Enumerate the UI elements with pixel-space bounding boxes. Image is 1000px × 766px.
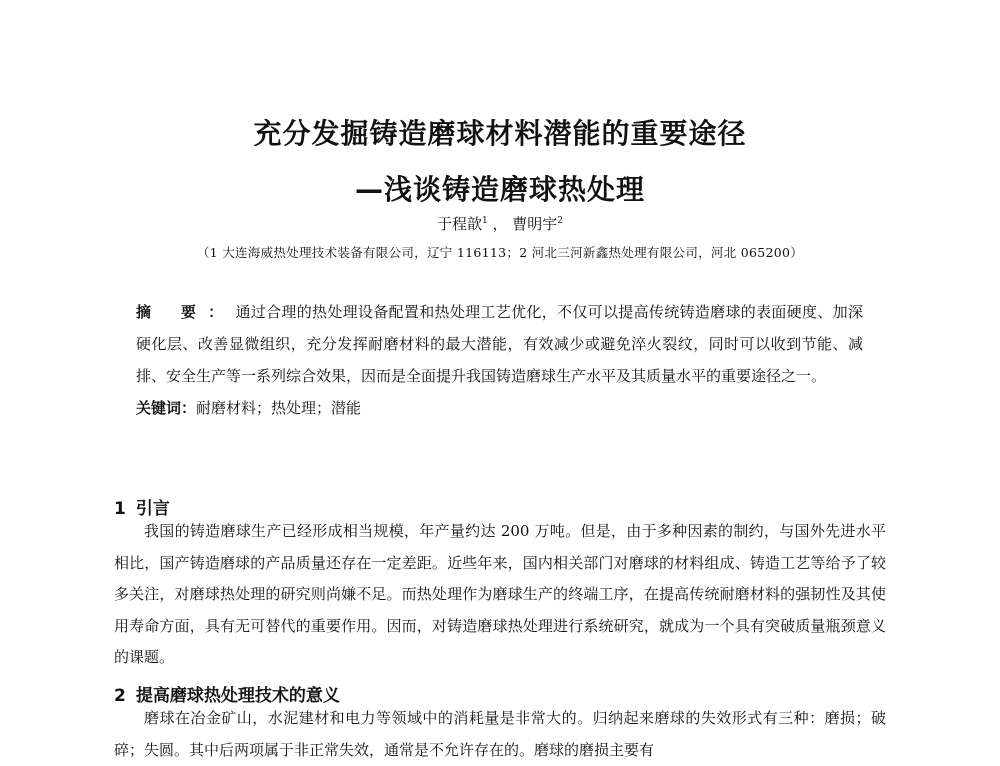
section-number: 1: [114, 499, 126, 519]
abstract-block: [136, 296, 863, 424]
author-line: [0, 213, 1000, 234]
section-number: 2: [114, 686, 126, 706]
keywords-label: 关键词：: [136, 399, 197, 417]
affiliations: （1 大连海威热处理技术装备有限公司，辽宁 116113；2 河北三河新鑫热处理有限公司，河北 065200）: [196, 245, 804, 260]
section-title: 引言: [135, 499, 170, 519]
section-title: 提高磨球热处理技术的意义: [135, 686, 340, 706]
section-paragraph: 磨球在冶金矿山，水泥建材和电力等领域中的消耗量是非常大的。归纳起来磨球的失效形式有三种：磨损；破碎；失圆。其中后两项属于非正常失效，通常是不允许存在的。磨球的磨损主要有: [114, 709, 886, 759]
abstract-paragraph: [136, 296, 863, 392]
paper-subtitle: —浅谈铸造磨球热处理: [354, 173, 645, 206]
abstract-text: 通过合理的热处理设备配置和热处理工艺优化，不仅可以提高传统铸造磨球的表面硬度、加深硬化层、改善显微组织，充分发挥耐磨材料的最大潜能，有效减少或避免淬火裂纹，同时可以收到节能、减排、安全生产等一系列综合效果，因而是全面提升我国铸造磨球生产水平及其质量水平的重要途径之一。: [136, 303, 863, 385]
author-separator: ，: [487, 215, 513, 233]
author-affil-mark: 2: [557, 216, 564, 226]
keywords-text: 耐磨材料；热处理；潜能: [196, 399, 362, 417]
paper-title: 充分发掘铸造磨球材料潜能的重要途径: [253, 117, 747, 150]
abstract-label: 摘 要：: [136, 303, 236, 321]
author-affil-mark: 1: [481, 216, 488, 226]
section-paragraph: 我国的铸造磨球生产已经形成相当规模，年产量约达 200 万吨。但是，由于多种因素的制约，与国外先进水平相比，国产铸造磨球的产品质量还存在一定差距。近些年来，国内相关部门对磨球的材料组成、铸造工艺等给予了较多关注，对磨球热处理的研究则尚嫌不足。而热处理作为磨球生产的终端工序，在提高传统耐磨材料的强韧性及其使用寿命方面，具有无可替代的重要作用。因而，对铸造磨球热处理进行系统研究，就成为一个具有突破质量瓶颈意义的课题。: [114, 522, 886, 666]
keywords-paragraph: [136, 392, 863, 424]
author-name: 于程歆: [436, 215, 482, 233]
author-name: 曹明宇: [512, 215, 558, 233]
